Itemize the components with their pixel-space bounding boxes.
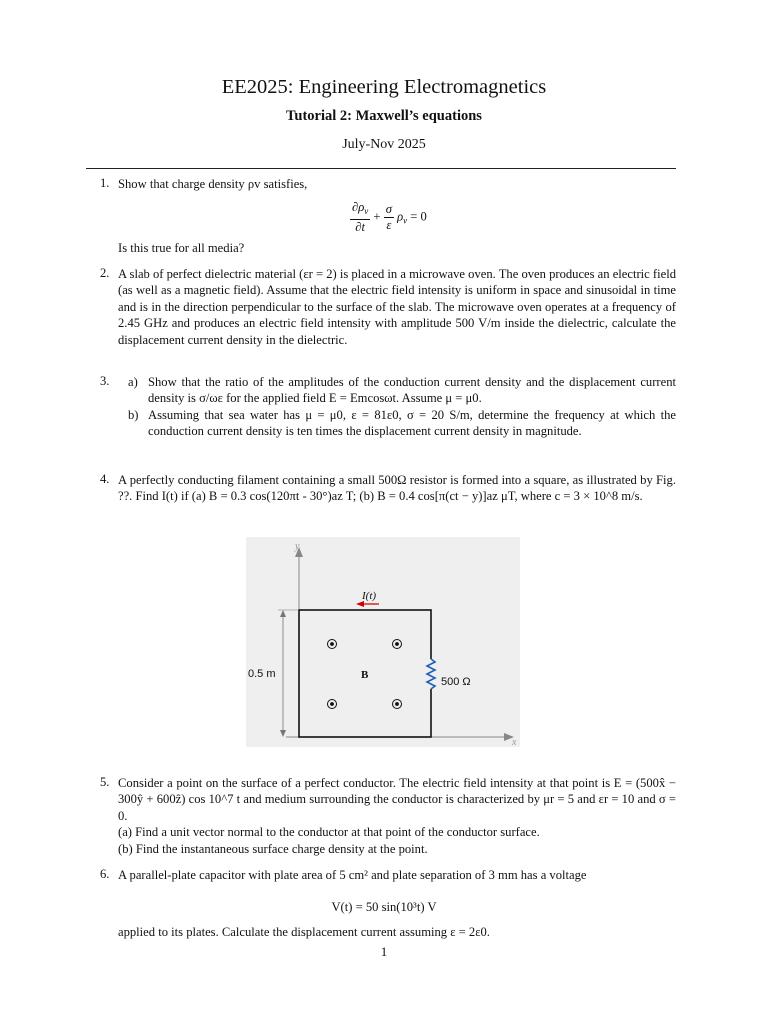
problem-3b-label: b) bbox=[128, 407, 139, 422]
problem-2-number: 2. bbox=[100, 266, 110, 280]
problem-3-number: 3. bbox=[100, 374, 110, 388]
problem-5-number: 5. bbox=[100, 775, 110, 789]
problem-5-part-b: (b) Find the instantaneous surface charge density at the point. bbox=[118, 841, 428, 856]
y-axis-label: y bbox=[295, 541, 300, 552]
problem-4-number: 4. bbox=[100, 472, 110, 486]
field-label: B bbox=[361, 669, 369, 681]
problem-3a bbox=[128, 374, 676, 407]
problem-6-text: A parallel-plate capacitor with plate area of 5 cm² and plate separation of 3 mm has a voltage bbox=[118, 868, 587, 882]
header-divider bbox=[86, 168, 676, 169]
problem-1-question: Is this true for all media? bbox=[118, 241, 245, 255]
problem-4-text: A perfectly conducting filament containing a small 500Ω resistor is formed into a square, as illustrated by Fig. ??. Find I(t) if (a) B = 0.3 cos(120πt - 30°)az T; (b) B = 0.4 cos[π(ct − y)]az μT, where c = 3 × 10^8 m/s. bbox=[118, 473, 676, 504]
problem-1-text bbox=[118, 176, 676, 192]
problem-5-text bbox=[118, 775, 676, 857]
square-loop-figure bbox=[246, 537, 520, 747]
tutorial-subtitle: Tutorial 2: Maxwell’s equations bbox=[286, 108, 482, 124]
problem-2-text: A slab of perfect dielectric material (εr = 2) is placed in a microwave oven. The oven produces an electric field (as well as a magnetic field). Assume that the electric field intensity is uniform in space and sinusoidal in time and is in the direction perpendicular to the surface of the slab. The microwave oven operates at a frequency of 2.45 GHz and produces an electric field intensity with amplitude 500 V/m inside the dielectric, calculate the displacement current density in the dielectric. bbox=[118, 267, 676, 347]
current-label: I(t) bbox=[362, 590, 377, 602]
problem-6-tail: applied to its plates. Calculate the displacement current assuming ε = 2ε0. bbox=[118, 925, 490, 939]
problem-3b bbox=[128, 407, 676, 440]
problem-5-part-a: (a) Find a unit vector normal to the conductor at that point of the conductor surface. bbox=[118, 825, 540, 840]
problem-1-statement: Show that charge density ρv satisfies, bbox=[118, 177, 308, 191]
x-axis-label: x bbox=[512, 737, 517, 747]
problem-3a-label: a) bbox=[128, 375, 138, 389]
page-number: 1 bbox=[380, 944, 388, 959]
problem-6-number: 6. bbox=[100, 867, 110, 881]
problem-1-equation: $\frac{\partial\rho_v}{\partial t}$ + $\frac{\sigma}{\varepsilon}$ $\rho_v = 0$ bbox=[352, 200, 427, 234]
square-loop-diagram bbox=[246, 537, 520, 747]
date-line: July-Nov 2025 bbox=[342, 137, 426, 152]
problem-3-parts bbox=[128, 374, 676, 440]
side-length-label: 0.5 m bbox=[248, 668, 276, 680]
problem-3a-text: Show that the ratio of the amplitudes of the conduction current density and the displacement current density is σ/ωε for the applied field E = Emcosωt. Assume μ = μ0. bbox=[148, 375, 676, 406]
problem-6-equation: V(t) = 50 sin(10³t) V bbox=[331, 900, 437, 914]
page-title: EE2025: Engineering Electromagnetics bbox=[221, 76, 547, 98]
problem-1-number: 1. bbox=[100, 176, 110, 190]
problem-5-statement: Consider a point on the surface of a perfect conductor. The electric field intensity at that point is E = (500x̂ − 300ŷ + 600ẑ) cos 10^7 t and medium surrounding the conductor is characterized by μr = 5 and εr = 10 and σ = 0. bbox=[118, 776, 676, 823]
problem-3b-text: Assuming that sea water has μ = μ0, ε = 81ε0, σ = 20 S/m, determine the frequency at which the conduction current density is ten times the displacement current density in magnitude. bbox=[148, 407, 676, 439]
resistor-label: 500 Ω bbox=[441, 676, 471, 688]
